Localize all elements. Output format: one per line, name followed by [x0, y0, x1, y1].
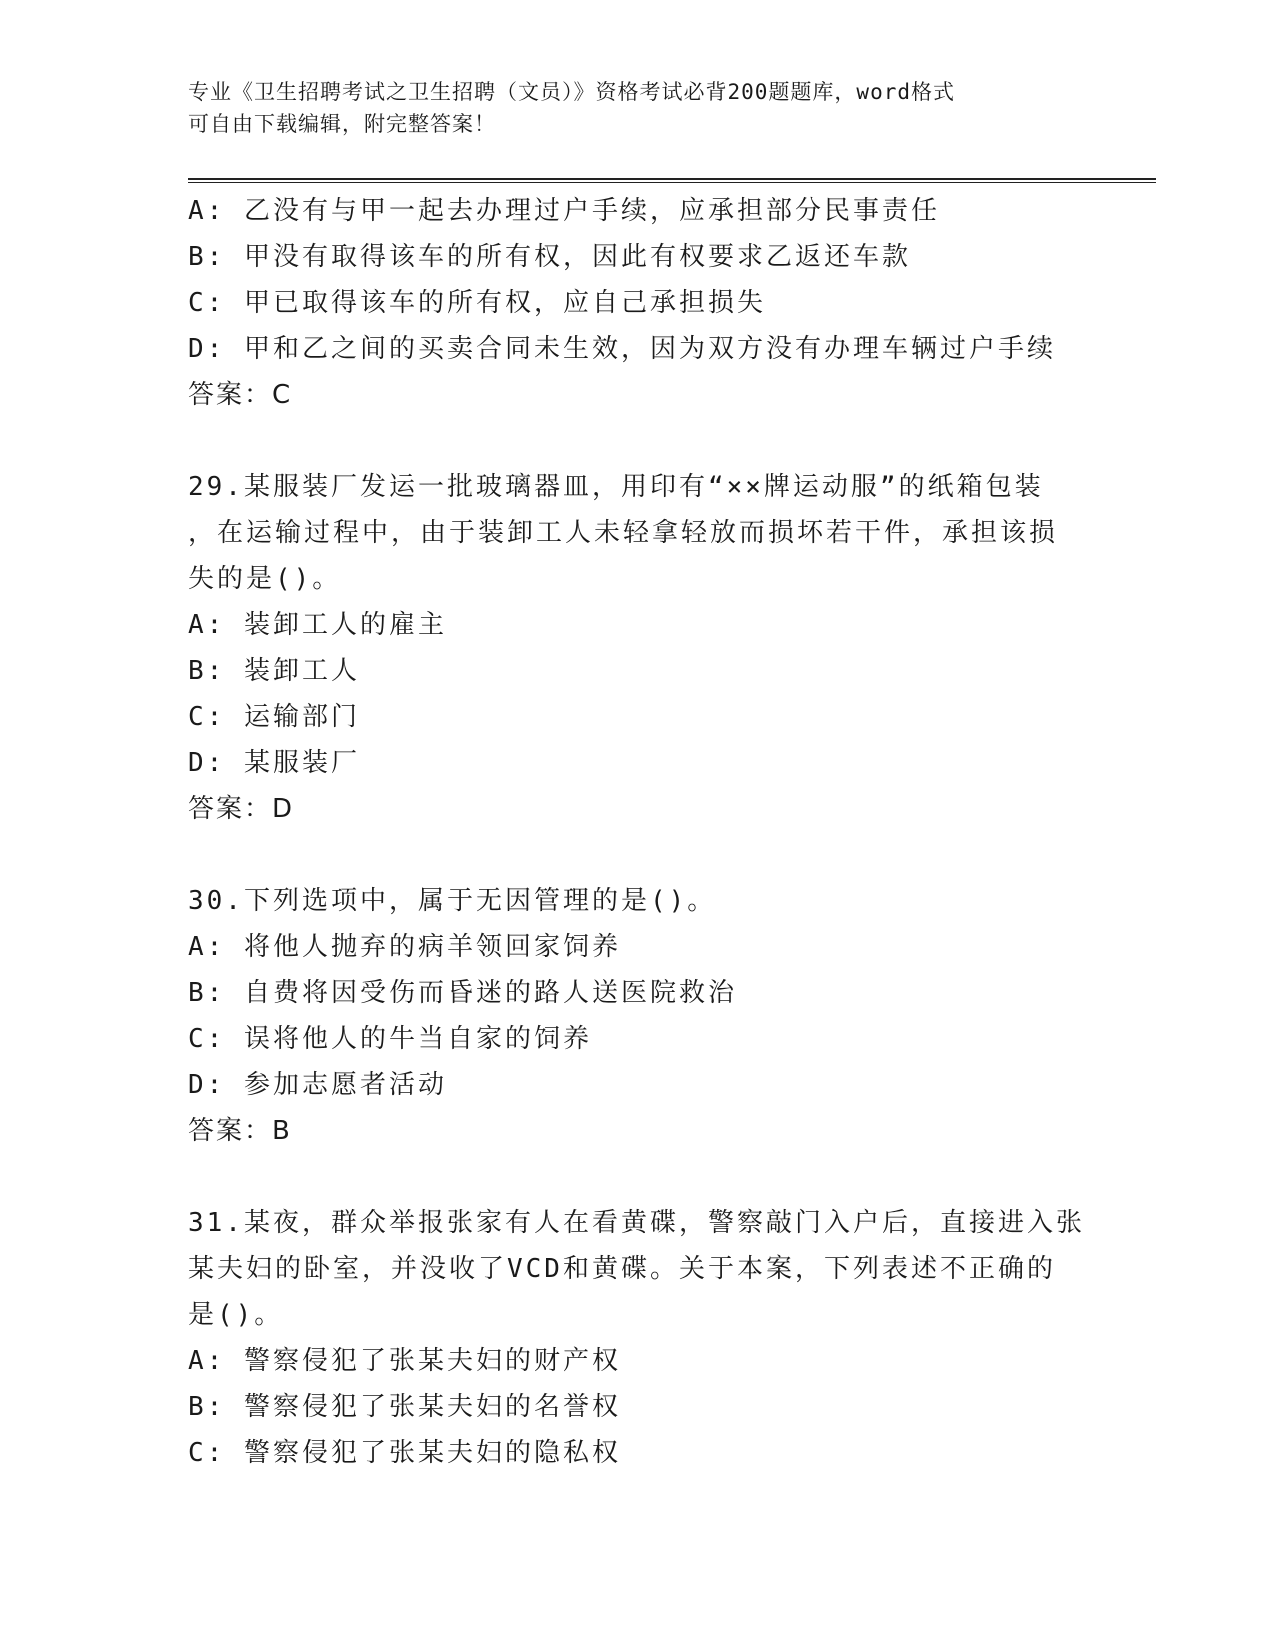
question-30 [188, 878, 1088, 1154]
option-a: A: 将他人抛弃的病羊领回家饲养 [188, 932, 621, 962]
option-a: A: 乙没有与甲一起去办理过户手续，应承担部分民事责任 [188, 196, 940, 226]
option-c: C: 误将他人的牛当自家的饲养 [188, 1024, 592, 1054]
question-spacer [188, 418, 1088, 464]
option-b: B: 自费将因受伤而昏迷的路人送医院救治 [188, 978, 737, 1008]
question-29 [188, 464, 1088, 832]
question-stem-line: 是()。 [188, 1300, 284, 1330]
option-b: B: 警察侵犯了张某夫妇的名誉权 [188, 1392, 621, 1422]
option-a: A: 警察侵犯了张某夫妇的财产权 [188, 1346, 621, 1376]
answer-line: 答案：C [188, 380, 293, 410]
question-stem-line: 某夫妇的卧室，并没收了VCD和黄碟。关于本案，下列表述不正确的 [188, 1254, 1056, 1284]
question-spacer [188, 832, 1088, 878]
option-d: D: 某服装厂 [188, 748, 360, 778]
option-d: D: 甲和乙之间的买卖合同未生效，因为双方没有办理车辆过户手续 [188, 334, 1056, 364]
question-stem-line: 31.某夜，群众举报张家有人在看黄碟，警察敲门入户后，直接进入张 [188, 1208, 1085, 1238]
question-stem-line: 失的是()。 [188, 564, 342, 594]
question-31 [188, 1200, 1088, 1476]
header-divider [188, 178, 1156, 183]
question-stem-line: ，在运输过程中，由于装卸工人未轻拿轻放而损坏若干件，承担该损 [188, 518, 1059, 548]
answer-line: 答案：D [188, 794, 295, 824]
header-title-line-2: 可自由下载编辑，附完整答案！ [188, 112, 496, 136]
option-a: A: 装卸工人的雇主 [188, 610, 447, 640]
option-c: C: 运输部门 [188, 702, 360, 732]
option-c: C: 甲已取得该车的所有权，应自己承担损失 [188, 288, 766, 318]
option-b: B: 甲没有取得该车的所有权，因此有权要求乙返还车款 [188, 242, 911, 272]
question-stem-line: 30.下列选项中，属于无因管理的是()。 [188, 886, 717, 916]
option-c: C: 警察侵犯了张某夫妇的隐私权 [188, 1438, 621, 1468]
option-d: D: 参加志愿者活动 [188, 1070, 447, 1100]
answer-line: 答案：B [188, 1116, 292, 1146]
question-list [188, 188, 1088, 1476]
question-spacer [188, 1154, 1088, 1200]
document-header [188, 76, 1068, 140]
option-b: B: 装卸工人 [188, 656, 360, 686]
header-title-line-1: 专业《卫生招聘考试之卫生招聘（文员）》资格考试必背200题题库，word格式 [188, 80, 955, 104]
question-stem-line: 29.某服装厂发运一批玻璃器皿，用印有“××牌运动服”的纸箱包装 [188, 472, 1044, 502]
question-28 [188, 188, 1088, 418]
